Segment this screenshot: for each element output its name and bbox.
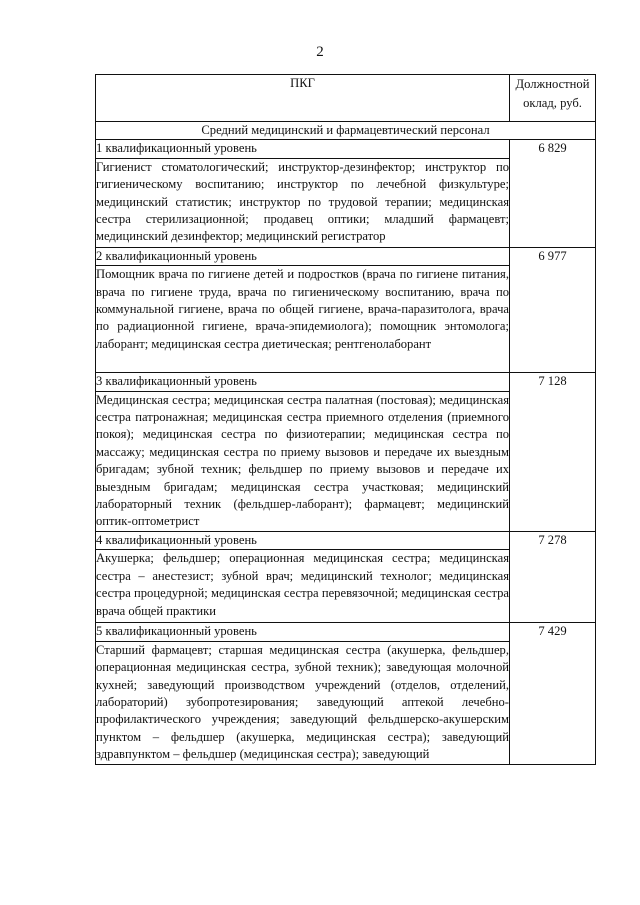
- level-name: 3 квалификационный уровень: [96, 373, 510, 391]
- level-salary: 7 278: [510, 531, 596, 622]
- level-description: Старший фармацевт; старшая медицинская сестра (акушерка, фельдшер, операционная медицинская сестра, зубной техник); заведующая молочной кухней; заведующий производством учреждений (отделов, отделений, лабораторий) зубопротезирования; заведующий аптекой лечебно-профилактического учреждения; заведующий фельдшерско-акушерским пунктом – фельдшер (акушерка, медицинская сестра); заведующий здравпунктом – фельдшер (медицинская сестра); заведующий: [96, 641, 510, 764]
- level-name: 5 квалификационный уровень: [96, 623, 510, 641]
- level-salary: 7 429: [510, 623, 596, 764]
- level-name: 1 квалификационный уровень: [96, 140, 510, 158]
- section-row: [96, 122, 596, 140]
- level-row: [96, 247, 596, 265]
- page-number: 2: [316, 44, 324, 60]
- level-salary: 7 128: [510, 373, 596, 532]
- level-row: [96, 531, 596, 549]
- level-description: Гигиенист стоматологический; инструктор-дезинфектор; инструктор по гигиеническому воспитанию; инструктор по лечебной физкультуре; медицинский статистик; инструктор по трудовой терапии; медицинская сестра стерилизационной; продавец оптики; младший фармацевт; медицинский дезинфектор; медицинский регистратор: [96, 158, 510, 247]
- level-salary: 6 829: [510, 140, 596, 247]
- salary-table: [95, 74, 596, 765]
- salary-header-line-2: оклад, руб.: [523, 96, 582, 110]
- level-row: [96, 623, 596, 641]
- salary-header-line-1: Должностной: [515, 77, 590, 91]
- level-description: Медицинская сестра; медицинская сестра палатная (постовая); медицинская сестра патронажная; медицинская сестра приемного отделения (приемного покоя); медицинская сестра по физиотерапии; медицинская сестра по массажу; медицинская сестра по приему вызовов и передаче их выездным бригадам; зубной техник; фельдшер по приему вызовов и передаче их выездным бригадам; медицинская сестра участковая; медицинский лабораторный техник (фельдшер-лаборант); фармацевт; медицинский оптик-оптометрист: [96, 391, 510, 531]
- column-header-salary: [510, 75, 596, 122]
- table-header-row: [96, 75, 596, 122]
- level-description: Помощник врача по гигиене детей и подростков (врача по гигиене питания, врача по гигиене труда, врача по гигиеническому воспитанию, врача по коммунальной гигиене, врача по общей гигиене, врача-паразитолога, врача по радиационной гигиене, врача-эпидемиолога); помощник энтомолога; лаборант; медицинская сестра диетическая; рентгенолаборант: [96, 266, 510, 373]
- level-name: 2 квалификационный уровень: [96, 247, 510, 265]
- level-salary: 6 977: [510, 247, 596, 372]
- level-name: 4 квалификационный уровень: [96, 531, 510, 549]
- level-row: [96, 140, 596, 158]
- section-title: Средний медицинский и фармацевтический персонал: [96, 122, 596, 140]
- level-description: Акушерка; фельдшер; операционная медицинская сестра; медицинская сестра – анестезист; зубной врач; медицинский технолог; медицинская сестра процедурной; медицинская сестра перевязочной; медицинская сестра врача общей практики: [96, 550, 510, 623]
- column-header-pkg: ПКГ: [96, 75, 510, 122]
- level-row: [96, 373, 596, 391]
